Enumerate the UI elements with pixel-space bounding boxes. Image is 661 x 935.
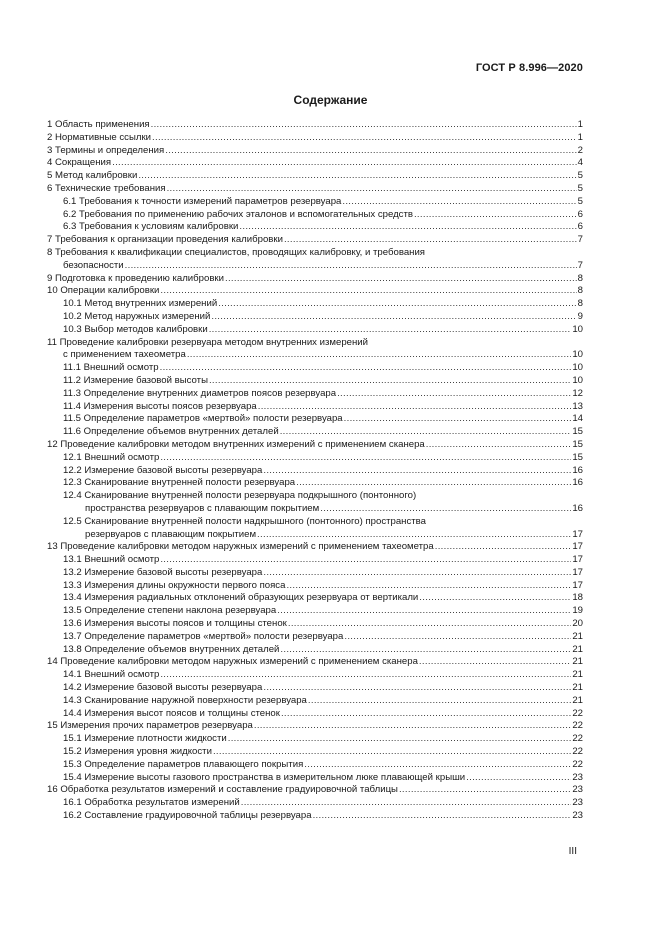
- toc-entry-page: 17: [572, 541, 583, 553]
- toc-entry[interactable]: [47, 580, 583, 593]
- toc-entry-title: 14 Проведение калибровки методом наружных измерений с применением сканера: [47, 656, 418, 668]
- toc-entry-page: 16: [572, 464, 583, 476]
- toc-dot-leader: [258, 401, 572, 414]
- toc-entry[interactable]: [47, 759, 583, 772]
- page-number: III: [568, 846, 577, 857]
- toc-entry-page: 16: [572, 502, 583, 514]
- toc-entry[interactable]: [47, 119, 583, 132]
- toc-entry-title: 14.3 Сканирование наружной поверхности резервуара: [63, 694, 307, 706]
- toc-dot-leader: [160, 452, 571, 465]
- toc-dot-leader: [112, 157, 577, 170]
- toc-entry-title: 13.4 Измерения радиальных отклонений образующих резервуара от вертикали: [63, 592, 419, 604]
- toc-entry-page: 10: [572, 374, 583, 386]
- toc-dot-leader: [254, 720, 571, 733]
- toc-entry-page: 22: [572, 746, 583, 758]
- toc-entry-page: 22: [572, 720, 583, 732]
- toc-entry-title: 6.1 Требования к точности измерений параметров резервуара: [63, 195, 342, 207]
- toc-entry[interactable]: [47, 720, 583, 733]
- toc-entry[interactable]: [47, 669, 583, 682]
- toc-entry-page: 6: [577, 208, 583, 220]
- toc-entry[interactable]: [47, 413, 583, 426]
- toc-dot-leader: [152, 132, 577, 145]
- toc-entry-page: 22: [572, 707, 583, 719]
- toc-entry-title: 6.2 Требования по применению рабочих эталонов и вспомогательных средств: [63, 208, 413, 220]
- toc-entry-title: 13.6 Измерения высоты поясов и толщины стенок: [63, 618, 287, 630]
- toc-dot-leader: [344, 631, 571, 644]
- toc-entry-page: 5: [577, 170, 583, 182]
- toc-entry[interactable]: [47, 260, 583, 273]
- toc-entry[interactable]: [47, 221, 583, 234]
- toc-entry[interactable]: [47, 695, 583, 708]
- toc-entry[interactable]: [47, 452, 583, 465]
- toc-entry[interactable]: [47, 298, 583, 311]
- toc-entry-title: 10.2 Метод наружных измерений: [63, 310, 211, 322]
- toc-entry-title: резервуаров с плавающим покрытием: [85, 528, 257, 540]
- toc-entry-page: 15: [572, 438, 583, 450]
- toc-entry-title: 15.1 Измерение плотности жидкости: [63, 733, 227, 745]
- toc-entry-title: 9 Подготовка к проведению калибровки: [47, 272, 224, 284]
- toc-entry[interactable]: [47, 426, 583, 439]
- toc-entry-page: 9: [577, 310, 583, 322]
- toc-entry-title: 11.4 Измерения высоты поясов резервуара: [63, 400, 257, 412]
- toc-entry-title: 15.2 Измерения уровня жидкости: [63, 746, 212, 758]
- toc-entry-title: 4 Сокращения: [47, 157, 112, 169]
- toc-entry-title: 7 Требования к организации проведения калибровки: [47, 234, 283, 246]
- toc-entry[interactable]: [47, 388, 583, 401]
- toc-dot-leader: [320, 503, 571, 516]
- toc-entry-title: 6.3 Требования к условиям калибровки: [63, 221, 239, 233]
- toc-entry[interactable]: [47, 132, 583, 145]
- toc-dot-leader: [263, 465, 571, 478]
- page-title: Содержание: [293, 93, 368, 107]
- toc-entry[interactable]: [47, 375, 583, 388]
- toc-entry-page: 18: [572, 592, 583, 604]
- toc-entry[interactable]: [47, 605, 583, 618]
- toc-entry-page: 10: [572, 362, 583, 374]
- toc-entry-title: 12.3 Сканирование внутренней полости резервуара: [63, 477, 296, 489]
- toc-entry[interactable]: [47, 554, 583, 567]
- toc-entry[interactable]: [47, 234, 583, 247]
- toc-entry[interactable]: [47, 247, 583, 260]
- toc-entry-title: 11.1 Внешний осмотр: [63, 362, 159, 374]
- toc-entry-title: 15.4 Измерение высоты газового пространства в измерительном люке плавающей крыши: [63, 771, 466, 783]
- toc-dot-leader: [160, 285, 576, 298]
- toc-dot-leader: [160, 554, 571, 567]
- toc-entry[interactable]: [47, 183, 583, 196]
- toc-entry[interactable]: [47, 490, 583, 503]
- toc-entry-title: пространства резервуаров с плавающим покрытием: [85, 502, 320, 514]
- toc-entry[interactable]: [47, 324, 583, 337]
- toc-entry-page: 1: [577, 131, 583, 143]
- toc-entry[interactable]: [47, 772, 583, 785]
- toc-entry-page: 21: [572, 643, 583, 655]
- toc-entry[interactable]: [47, 797, 583, 810]
- toc-dot-leader: [419, 592, 571, 605]
- toc-dot-leader: [218, 298, 576, 311]
- toc-entry-page: 23: [572, 784, 583, 796]
- toc-entry[interactable]: [47, 618, 583, 631]
- toc-entry[interactable]: [47, 516, 583, 529]
- toc-dot-leader: [280, 426, 572, 439]
- toc-entry-page: 8: [577, 272, 583, 284]
- toc-dot-leader: [399, 784, 571, 797]
- toc-entry-title: 11.6 Определение объемов внутренних деталей: [63, 426, 279, 438]
- toc-entry[interactable]: [47, 656, 583, 669]
- toc-entry[interactable]: [47, 285, 583, 298]
- toc-entry-title: 12 Проведение калибровки методом внутренних измерений с применением сканера: [47, 438, 425, 450]
- toc-dot-leader: [167, 183, 577, 196]
- toc-entry-page: 17: [572, 566, 583, 578]
- toc-entry-page: 15: [572, 451, 583, 463]
- toc-dot-leader: [337, 388, 571, 401]
- toc-dot-leader: [277, 605, 571, 618]
- toc-entry[interactable]: [47, 810, 583, 823]
- toc-entry[interactable]: [47, 401, 583, 414]
- toc-entry[interactable]: [47, 465, 583, 478]
- toc-entry-title: 13.8 Определение объемов внутренних деталей: [63, 643, 280, 655]
- toc-dot-leader: [213, 746, 571, 759]
- toc-entry-page: 1: [577, 119, 583, 130]
- toc-dot-leader: [308, 695, 571, 708]
- toc-dot-leader: [435, 541, 572, 554]
- toc-dot-leader: [313, 810, 572, 823]
- toc-dot-leader: [165, 145, 576, 158]
- toc-entry-title: 3 Термины и определения: [47, 144, 165, 156]
- toc-dot-leader: [414, 209, 577, 222]
- toc-entry-page: 2: [577, 144, 583, 156]
- toc-entry-page: 21: [572, 630, 583, 642]
- toc-entry[interactable]: [47, 631, 583, 644]
- toc-entry-title: 14.4 Измерения высот поясов и толщины стенок: [63, 707, 280, 719]
- toc-dot-leader: [280, 644, 571, 657]
- toc-entry-title: 11.5 Определение параметров «мертвой» полости резервуара: [63, 413, 343, 425]
- toc-dot-leader: [239, 221, 576, 234]
- toc-entry-title: 11 Проведение калибровки резервуара методом внутренних измерений: [47, 336, 369, 348]
- toc-entry-title: 11.3 Определение внутренних диаметров поясов резервуара: [63, 387, 337, 399]
- toc-entry[interactable]: [47, 784, 583, 797]
- toc-entry-title: 11.2 Измерение базовой высоты: [63, 374, 208, 386]
- toc-entry-title: 16.1 Обработка результатов измерений: [63, 797, 240, 809]
- toc-dot-leader: [125, 260, 577, 273]
- toc-dot-leader: [228, 733, 572, 746]
- toc-entry-page: 4: [577, 157, 583, 169]
- toc-entry[interactable]: [47, 567, 583, 580]
- toc-dot-leader: [138, 170, 576, 183]
- toc-entry-page: 21: [572, 656, 583, 668]
- toc-entry-title: 2 Нормативные ссылки: [47, 131, 152, 143]
- toc-entry-page: 22: [572, 733, 583, 745]
- toc-entry[interactable]: [47, 503, 583, 516]
- toc-entry-title: 10.1 Метод внутренних измерений: [63, 298, 218, 310]
- toc-entry-title: 12.1 Внешний осмотр: [63, 451, 160, 463]
- toc-entry-page: 12: [572, 387, 583, 399]
- toc-entry-title: 13.1 Внешний осмотр: [63, 554, 160, 566]
- toc-entry-title: 15.3 Определение параметров плавающего покрытия: [63, 758, 304, 770]
- toc-entry[interactable]: [47, 349, 583, 362]
- toc-entry-page: 20: [572, 618, 583, 630]
- toc-entry-page: 23: [572, 810, 583, 822]
- toc-entry[interactable]: [47, 196, 583, 209]
- toc-entry-page: 17: [572, 528, 583, 540]
- toc-entry-title: 8 Требования к квалификации специалистов, проводящих калибровку, и требования: [47, 246, 426, 258]
- toc-entry-page: 14: [572, 413, 583, 425]
- toc-entry-page: 13: [572, 400, 583, 412]
- toc-entry[interactable]: [47, 644, 583, 657]
- toc-entry-page: 23: [572, 797, 583, 809]
- toc-entry-page: 10: [572, 323, 583, 335]
- toc-entry-title: 10.3 Выбор методов калибровки: [63, 323, 208, 335]
- toc-entry-title: 12.2 Измерение базовой высоты резервуара: [63, 464, 263, 476]
- toc-entry-page: 23: [572, 771, 583, 783]
- toc-entry-page: 7: [577, 234, 583, 246]
- toc-entry-title: 12.4 Сканирование внутренней полости резервуара подкрышного (понтонного): [63, 490, 417, 502]
- toc-entry-page: 5: [577, 182, 583, 194]
- toc-entry-page: 17: [572, 579, 583, 591]
- toc-entry[interactable]: [47, 273, 583, 286]
- toc-dot-leader: [151, 119, 577, 132]
- toc-entry[interactable]: [47, 592, 583, 605]
- toc-entry[interactable]: [47, 209, 583, 222]
- toc-entry-title: 16.2 Составление градуировочной таблицы резервуара: [63, 810, 312, 822]
- toc-dot-leader: [160, 362, 572, 375]
- toc-dot-leader: [284, 234, 577, 247]
- toc-entry-page: 8: [577, 298, 583, 310]
- toc-entry[interactable]: [47, 733, 583, 746]
- toc-entry-title: безопасности: [63, 259, 124, 271]
- toc-entry[interactable]: [47, 145, 583, 158]
- toc-entry[interactable]: [47, 529, 583, 542]
- toc-dot-leader: [419, 656, 571, 669]
- document-header: ГОСТ Р 8.996—2020: [475, 62, 583, 74]
- toc-entry-title: 16 Обработка результатов измерений и составление градуировочной таблицы: [47, 784, 398, 796]
- toc-entry-page: 19: [572, 605, 583, 617]
- toc-entry[interactable]: [47, 439, 583, 452]
- toc-entry-title: 14.2 Измерение базовой высоты резервуара: [63, 682, 263, 694]
- toc-entry-title: 13.5 Определение степени наклона резервуара: [63, 605, 277, 617]
- toc-entry-page: 22: [572, 758, 583, 770]
- toc-entry[interactable]: [47, 746, 583, 759]
- toc-dot-leader: [160, 669, 571, 682]
- toc-dot-leader: [344, 413, 572, 426]
- toc-entry-page: 16: [572, 477, 583, 489]
- toc-entry-title: 14.1 Внешний осмотр: [63, 669, 160, 681]
- toc-dot-leader: [263, 567, 571, 580]
- toc-entry-title: 1 Область применения: [47, 119, 150, 130]
- toc-entry[interactable]: [47, 477, 583, 490]
- toc-dot-leader: [281, 708, 571, 721]
- toc-entry-title: 13.2 Измерение базовой высоты резервуара: [63, 566, 263, 578]
- toc-entry[interactable]: [47, 311, 583, 324]
- toc-entry[interactable]: [47, 170, 583, 183]
- toc-entry-page: 8: [577, 285, 583, 297]
- toc-entry-title: 6 Технические требования: [47, 182, 166, 194]
- toc-entry-page: 10: [572, 349, 583, 361]
- toc-entry-title: 5 Метод калибровки: [47, 170, 138, 182]
- toc-entry-page: 21: [572, 682, 583, 694]
- toc-entry[interactable]: [47, 362, 583, 375]
- toc-dot-leader: [225, 273, 577, 286]
- toc-entry[interactable]: [47, 541, 583, 554]
- toc-entry-page: 15: [572, 426, 583, 438]
- toc-dot-leader: [288, 618, 571, 631]
- table-of-contents: [47, 119, 583, 823]
- toc-entry[interactable]: [47, 157, 583, 170]
- toc-dot-leader: [466, 772, 571, 785]
- toc-dot-leader: [286, 580, 571, 593]
- toc-entry-page: 21: [572, 694, 583, 706]
- toc-entry[interactable]: [47, 708, 583, 721]
- toc-dot-leader: [187, 349, 571, 362]
- toc-dot-leader: [426, 439, 572, 452]
- toc-dot-leader: [342, 196, 576, 209]
- toc-entry-page: 17: [572, 554, 583, 566]
- toc-entry[interactable]: [47, 337, 583, 350]
- toc-dot-leader: [209, 375, 571, 388]
- toc-entry-page: 21: [572, 669, 583, 681]
- toc-entry-title: 12.5 Сканирование внутренней полости надкрышного (понтонного) пространства: [63, 515, 426, 527]
- toc-entry-title: 10 Операции калибровки: [47, 285, 160, 297]
- toc-entry-page: 5: [577, 195, 583, 207]
- toc-entry-title: 13.7 Определение параметров «мертвой» полости резервуара: [63, 630, 344, 642]
- toc-dot-leader: [263, 682, 571, 695]
- toc-entry[interactable]: [47, 682, 583, 695]
- toc-entry-title: с применением тахеометра: [63, 349, 186, 361]
- toc-dot-leader: [296, 477, 571, 490]
- toc-dot-leader: [304, 759, 571, 772]
- toc-entry-page: 7: [577, 259, 583, 271]
- toc-entry-title: 15 Измерения прочих параметров резервуара: [47, 720, 253, 732]
- toc-entry-title: 13 Проведение калибровки методом наружных измерений с применением тахеометра: [47, 541, 434, 553]
- toc-entry-title: 13.3 Измерения длины окружности первого пояса: [63, 579, 286, 591]
- toc-entry-page: 6: [577, 221, 583, 233]
- toc-dot-leader: [209, 324, 572, 337]
- toc-dot-leader: [211, 311, 576, 324]
- toc-dot-leader: [241, 797, 572, 810]
- toc-dot-leader: [257, 529, 571, 542]
